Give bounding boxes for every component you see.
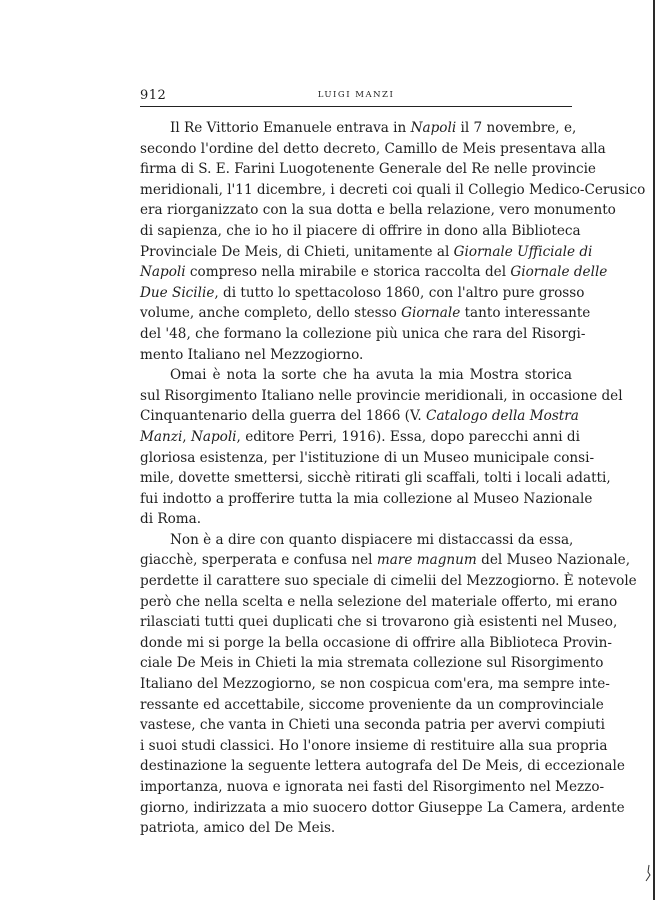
paragraph-1 — [140, 118, 646, 365]
page-edge — [653, 0, 655, 900]
text-line: importanza, nuova e ignorata nei fasti del Risorgimento nel Mezzo- — [140, 779, 605, 795]
text-line: Due Sicilie, di tutto lo spettacoloso 1860, con l'altro pure grosso — [140, 284, 585, 301]
text-line: Napoli compreso nella mirabile e storica raccolta del Giornale delle — [140, 264, 608, 281]
text-line: ciale De Meis in Chieti la mia stremata collezione sul Risorgimento — [140, 655, 604, 672]
text-line: sul Risorgimento Italiano nelle provincie meridionali, in occasione del — [140, 387, 623, 404]
text-line: Manzi, Napoli, editore Perri, 1916). Essa, dopo parecchi anni di — [140, 428, 580, 445]
text-line: era riorganizzato con la sua dotta e bella relazione, vero monumento — [140, 202, 616, 219]
text-line: secondo l'ordine del detto decreto, Camillo de Meis presentava alla — [140, 140, 606, 157]
text-line: Provinciale De Meis, di Chieti, unitamente al Giornale Ufficiale di — [140, 243, 593, 260]
text-line: mile, dovette smettersi, sicchè ritirati gli scaffali, tolti i locali adatti, — [140, 470, 611, 487]
text-line: rilasciati tutti quei duplicati che si trovarono già esistenti nel Museo, — [140, 614, 618, 631]
text-line: donde mi si porge la bella occasione di offrire alla Biblioteca Provin- — [140, 634, 612, 651]
text-line: Italiano del Mezzogiorno, se non cospicua com'era, ma sempre inte- — [140, 676, 610, 693]
text-line: patriota, amico del De Meis. — [140, 820, 336, 837]
italic-phrase: Napoli — [410, 120, 457, 136]
text-line: destinazione la seguente lettera autografa del De Meis, di eccezionale — [140, 758, 625, 775]
text-line: del '48, che formano la collezione più unica che rara del Risorgi- — [140, 325, 586, 342]
italic-phrase: Giornale — [401, 305, 461, 322]
italic-phrase: Due Sicilie — [140, 284, 215, 301]
paragraph-2 — [140, 365, 623, 530]
text-line: meridionali, l'11 dicembre, i decreti coi quali il Collegio Medico-Cerusico — [140, 181, 646, 198]
text-line: fui indotto a profferire tutta la mia collezione al Museo Nazionale — [140, 490, 593, 507]
text-line: di sapienza, che io ho il piacere di offrire in dono alla Biblioteca — [140, 222, 581, 239]
text-line: perdette il carattere suo speciale di cimelii del Mezzogiorno. È notevole — [140, 573, 637, 590]
text-line: gloriosa esistenza, per l'istituzione di un Museo municipale consi- — [140, 449, 595, 466]
text-line: Omai è nota la sorte che ha avuta la mia Mostra storica — [170, 367, 572, 384]
text-line: giorno, indirizzata a mio suocero dottor Giuseppe La Camera, ardente — [140, 799, 625, 816]
italic-phrase: mare magnum — [376, 552, 477, 569]
page-header — [140, 86, 572, 107]
text-line: i suoi studi classici. Ho l'onore insieme di restituire alla sua propria — [140, 737, 608, 754]
text-line: mento Italiano nel Mezzogiorno. — [140, 346, 364, 363]
italic-phrase: Catalogo della Mostra — [426, 408, 579, 425]
italic-phrase: Giornale Ufficiale di — [453, 243, 593, 260]
text-line: Cinquantenario della guerra del 1866 (V. Catalogo della Mostra — [140, 408, 579, 425]
page-number: 912 — [140, 88, 167, 103]
italic-phrase: Napoli — [140, 264, 186, 281]
text-line: giacchè, sperperata e confusa nel mare magnum del Museo Nazionale, — [140, 552, 631, 569]
text-line: Non è a dire con quanto dispiacere mi distaccassi da essa, — [170, 531, 574, 548]
italic-phrase: Giornale delle — [510, 264, 608, 281]
italic-phrase: Napoli — [190, 428, 237, 445]
text-line: Il Re Vittorio Emanuele entrava in Napoli il 7 novembre, e, — [170, 120, 577, 136]
text-line: però che nella scelta e nella selezione del materiale offerto, mi erano — [140, 593, 618, 610]
text-line: volume, anche completo, dello stesso Giornale tanto interessante — [140, 305, 591, 322]
text-line: ressante ed accettabile, siccome proveniente da un comprovinciale — [140, 696, 604, 713]
paragraph-3 — [140, 530, 637, 839]
text-line: di Roma. — [140, 511, 202, 528]
text-line: firma di S. E. Farini Luogotenente Generale del Re nelle provincie — [140, 161, 596, 178]
page-corner-mark — [645, 864, 651, 882]
text-line: vastese, che vanta in Chieti una seconda patria per avervi compiuti — [140, 717, 605, 734]
italic-phrase: Manzi — [140, 428, 183, 445]
body-text — [140, 118, 646, 839]
running-head: LUIGI MANZI — [317, 90, 395, 100]
